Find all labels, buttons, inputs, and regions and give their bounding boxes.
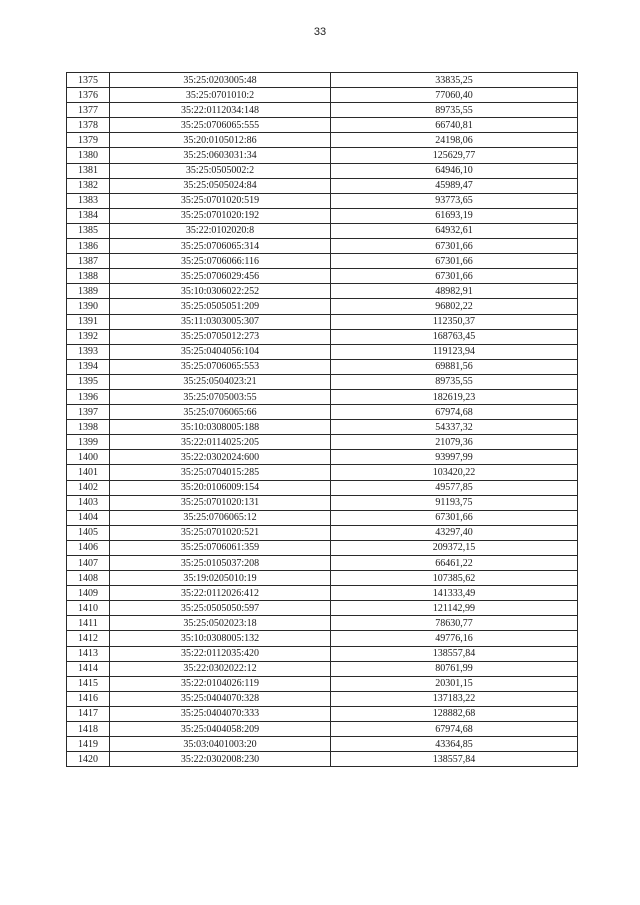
table-row <box>67 540 578 555</box>
row-number-cell: 1377 <box>67 103 110 118</box>
value-cell: 141333,49 <box>331 586 578 601</box>
cadastral-number-cell: 35:25:0404056:104 <box>110 344 331 359</box>
value-cell: 48982,91 <box>331 284 578 299</box>
cadastral-number-cell: 35:20:0106009:154 <box>110 480 331 495</box>
table-row <box>67 706 578 721</box>
row-number-cell: 1379 <box>67 133 110 148</box>
row-number-cell: 1389 <box>67 284 110 299</box>
table-row <box>67 178 578 193</box>
row-number-cell: 1387 <box>67 254 110 269</box>
value-cell: 43364,85 <box>331 737 578 752</box>
row-number-cell: 1396 <box>67 389 110 404</box>
row-number-cell: 1414 <box>67 661 110 676</box>
table-row <box>67 148 578 163</box>
cadastral-number-cell: 35:19:0205010:19 <box>110 571 331 586</box>
value-cell: 67301,66 <box>331 269 578 284</box>
row-number-cell: 1392 <box>67 329 110 344</box>
cadastral-value-table <box>66 72 578 767</box>
cadastral-number-cell: 35:25:0706066:116 <box>110 254 331 269</box>
table-row <box>67 646 578 661</box>
value-cell: 128882,68 <box>331 706 578 721</box>
cadastral-number-cell: 35:25:0701020:519 <box>110 193 331 208</box>
page-number: 33 <box>313 26 327 38</box>
value-cell: 66461,22 <box>331 556 578 571</box>
cadastral-number-cell: 35:25:0504023:21 <box>110 374 331 389</box>
row-number-cell: 1406 <box>67 540 110 555</box>
row-number-cell: 1376 <box>67 88 110 103</box>
value-cell: 67301,66 <box>331 239 578 254</box>
row-number-cell: 1385 <box>67 223 110 238</box>
cadastral-number-cell: 35:25:0706065:553 <box>110 359 331 374</box>
value-cell: 96802,22 <box>331 299 578 314</box>
table-row <box>67 691 578 706</box>
row-number-cell: 1404 <box>67 510 110 525</box>
value-cell: 67974,68 <box>331 722 578 737</box>
value-cell: 69881,56 <box>331 359 578 374</box>
row-number-cell: 1382 <box>67 178 110 193</box>
row-number-cell: 1408 <box>67 571 110 586</box>
cadastral-number-cell: 35:03:0401003:20 <box>110 737 331 752</box>
table-row <box>67 239 578 254</box>
row-number-cell: 1409 <box>67 586 110 601</box>
cadastral-number-cell: 35:25:0706065:66 <box>110 405 331 420</box>
cadastral-number-cell: 35:22:0114025:205 <box>110 435 331 450</box>
table-row <box>67 284 578 299</box>
value-cell: 20301,15 <box>331 676 578 691</box>
row-number-cell: 1416 <box>67 691 110 706</box>
table-row <box>67 344 578 359</box>
value-cell: 93997,99 <box>331 450 578 465</box>
cadastral-number-cell: 35:22:0112035:420 <box>110 646 331 661</box>
value-cell: 91193,75 <box>331 495 578 510</box>
cadastral-number-cell: 35:25:0505002:2 <box>110 163 331 178</box>
value-cell: 125629,77 <box>331 148 578 163</box>
table-row <box>67 752 578 767</box>
row-number-cell: 1400 <box>67 450 110 465</box>
row-number-cell: 1407 <box>67 556 110 571</box>
table-row <box>67 586 578 601</box>
cadastral-number-cell: 35:25:0701020:131 <box>110 495 331 510</box>
cadastral-number-cell: 35:25:0706065:314 <box>110 239 331 254</box>
table-row <box>67 329 578 344</box>
table-row <box>67 676 578 691</box>
cadastral-number-cell: 35:22:0104026:119 <box>110 676 331 691</box>
value-cell: 43297,40 <box>331 525 578 540</box>
table-body <box>67 73 578 767</box>
row-number-cell: 1380 <box>67 148 110 163</box>
row-number-cell: 1375 <box>67 73 110 88</box>
value-cell: 33835,25 <box>331 73 578 88</box>
value-cell: 49577,85 <box>331 480 578 495</box>
cadastral-number-cell: 35:25:0105037:208 <box>110 556 331 571</box>
row-number-cell: 1397 <box>67 405 110 420</box>
value-cell: 168763,45 <box>331 329 578 344</box>
cadastral-number-cell: 35:25:0706029:456 <box>110 269 331 284</box>
table-row <box>67 737 578 752</box>
cadastral-number-cell: 35:25:0701020:521 <box>110 525 331 540</box>
cadastral-number-cell: 35:25:0502023:18 <box>110 616 331 631</box>
cadastral-number-cell: 35:25:0706065:12 <box>110 510 331 525</box>
cadastral-number-cell: 35:25:0203005:48 <box>110 73 331 88</box>
table-row <box>67 661 578 676</box>
table-row <box>67 193 578 208</box>
cadastral-number-cell: 35:10:0308005:188 <box>110 420 331 435</box>
value-cell: 49776,16 <box>331 631 578 646</box>
cadastral-number-cell: 35:22:0302022:12 <box>110 661 331 676</box>
cadastral-number-cell: 35:25:0706061:359 <box>110 540 331 555</box>
row-number-cell: 1411 <box>67 616 110 631</box>
cadastral-number-cell: 35:25:0505051:209 <box>110 299 331 314</box>
table-row <box>67 359 578 374</box>
value-cell: 137183,22 <box>331 691 578 706</box>
row-number-cell: 1417 <box>67 706 110 721</box>
table-row <box>67 314 578 329</box>
value-cell: 66740,81 <box>331 118 578 133</box>
table-row <box>67 465 578 480</box>
table-row <box>67 133 578 148</box>
table-row <box>67 495 578 510</box>
row-number-cell: 1402 <box>67 480 110 495</box>
cadastral-number-cell: 35:22:0112026:412 <box>110 586 331 601</box>
value-cell: 138557,84 <box>331 646 578 661</box>
row-number-cell: 1401 <box>67 465 110 480</box>
table-row <box>67 525 578 540</box>
cadastral-number-cell: 35:25:0706065:555 <box>110 118 331 133</box>
value-cell: 67301,66 <box>331 510 578 525</box>
value-cell: 103420,22 <box>331 465 578 480</box>
table-row <box>67 389 578 404</box>
value-cell: 78630,77 <box>331 616 578 631</box>
value-cell: 45989,47 <box>331 178 578 193</box>
row-number-cell: 1394 <box>67 359 110 374</box>
table-row <box>67 571 578 586</box>
cadastral-number-cell: 35:25:0603031:34 <box>110 148 331 163</box>
cadastral-number-cell: 35:22:0302024:600 <box>110 450 331 465</box>
row-number-cell: 1390 <box>67 299 110 314</box>
row-number-cell: 1413 <box>67 646 110 661</box>
row-number-cell: 1398 <box>67 420 110 435</box>
table-row <box>67 374 578 389</box>
table-row <box>67 103 578 118</box>
value-cell: 119123,94 <box>331 344 578 359</box>
row-number-cell: 1384 <box>67 208 110 223</box>
cadastral-number-cell: 35:25:0505024:84 <box>110 178 331 193</box>
cadastral-number-cell: 35:25:0404058:209 <box>110 722 331 737</box>
table-row <box>67 435 578 450</box>
cadastral-number-cell: 35:20:0105012:86 <box>110 133 331 148</box>
row-number-cell: 1393 <box>67 344 110 359</box>
value-cell: 112350,37 <box>331 314 578 329</box>
row-number-cell: 1386 <box>67 239 110 254</box>
row-number-cell: 1395 <box>67 374 110 389</box>
row-number-cell: 1419 <box>67 737 110 752</box>
cadastral-number-cell: 35:25:0704015:285 <box>110 465 331 480</box>
row-number-cell: 1403 <box>67 495 110 510</box>
value-cell: 64932,61 <box>331 223 578 238</box>
table-row <box>67 480 578 495</box>
table-row <box>67 88 578 103</box>
row-number-cell: 1391 <box>67 314 110 329</box>
table-row <box>67 601 578 616</box>
value-cell: 121142,99 <box>331 601 578 616</box>
table-row <box>67 73 578 88</box>
table-row <box>67 631 578 646</box>
row-number-cell: 1378 <box>67 118 110 133</box>
row-number-cell: 1381 <box>67 163 110 178</box>
cadastral-number-cell: 35:25:0701020:192 <box>110 208 331 223</box>
value-cell: 67974,68 <box>331 405 578 420</box>
value-cell: 24198,06 <box>331 133 578 148</box>
table-row <box>67 556 578 571</box>
table-row <box>67 405 578 420</box>
row-number-cell: 1418 <box>67 722 110 737</box>
table-row <box>67 163 578 178</box>
table-row <box>67 223 578 238</box>
table-row <box>67 118 578 133</box>
value-cell: 64946,10 <box>331 163 578 178</box>
cadastral-number-cell: 35:25:0505050:597 <box>110 601 331 616</box>
row-number-cell: 1399 <box>67 435 110 450</box>
table-row <box>67 420 578 435</box>
cadastral-number-cell: 35:10:0308005:132 <box>110 631 331 646</box>
cadastral-number-cell: 35:25:0705003:55 <box>110 389 331 404</box>
cadastral-number-cell: 35:10:0306022:252 <box>110 284 331 299</box>
value-cell: 54337,32 <box>331 420 578 435</box>
table-row <box>67 722 578 737</box>
cadastral-number-cell: 35:25:0705012:273 <box>110 329 331 344</box>
value-cell: 61693,19 <box>331 208 578 223</box>
row-number-cell: 1412 <box>67 631 110 646</box>
value-cell: 93773,65 <box>331 193 578 208</box>
cadastral-number-cell: 35:25:0701010:2 <box>110 88 331 103</box>
value-cell: 182619,23 <box>331 389 578 404</box>
cadastral-number-cell: 35:11:0303005:307 <box>110 314 331 329</box>
value-cell: 77060,40 <box>331 88 578 103</box>
table-row <box>67 208 578 223</box>
value-cell: 67301,66 <box>331 254 578 269</box>
row-number-cell: 1383 <box>67 193 110 208</box>
row-number-cell: 1388 <box>67 269 110 284</box>
row-number-cell: 1405 <box>67 525 110 540</box>
table-row <box>67 450 578 465</box>
value-cell: 209372,15 <box>331 540 578 555</box>
row-number-cell: 1420 <box>67 752 110 767</box>
value-cell: 21079,36 <box>331 435 578 450</box>
table-row <box>67 254 578 269</box>
table-row <box>67 616 578 631</box>
value-cell: 80761,99 <box>331 661 578 676</box>
value-cell: 138557,84 <box>331 752 578 767</box>
cadastral-number-cell: 35:22:0302008:230 <box>110 752 331 767</box>
row-number-cell: 1415 <box>67 676 110 691</box>
value-cell: 89735,55 <box>331 103 578 118</box>
value-cell: 89735,55 <box>331 374 578 389</box>
table-row <box>67 299 578 314</box>
cadastral-number-cell: 35:25:0404070:328 <box>110 691 331 706</box>
row-number-cell: 1410 <box>67 601 110 616</box>
table-row <box>67 269 578 284</box>
cadastral-number-cell: 35:22:0102020:8 <box>110 223 331 238</box>
cadastral-number-cell: 35:25:0404070:333 <box>110 706 331 721</box>
cadastral-number-cell: 35:22:0112034:148 <box>110 103 331 118</box>
value-cell: 107385,62 <box>331 571 578 586</box>
table-row <box>67 510 578 525</box>
